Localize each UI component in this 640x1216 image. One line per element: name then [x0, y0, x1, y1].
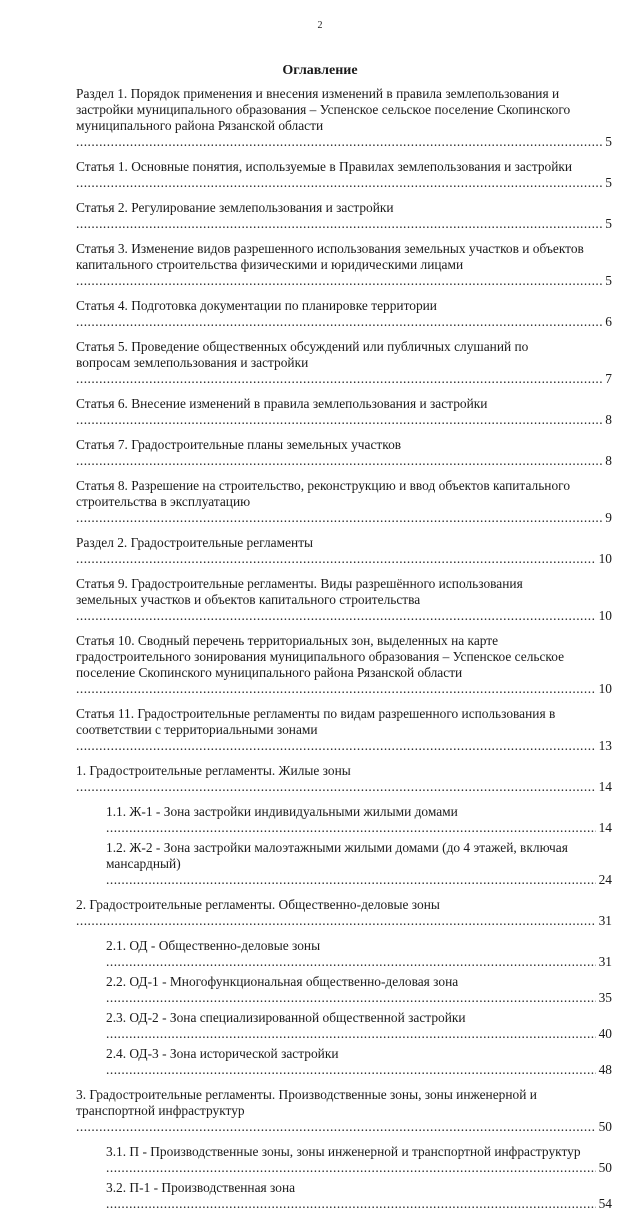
toc-entry-production-zones[interactable]: [76, 1087, 612, 1135]
toc-entry-text: 3. Градостроительные регламенты. Производственные зоны, зоны инженерной и транспортной инфраструктур: [76, 1087, 537, 1118]
toc-entry-text: 2.1. ОД - Общественно-деловые зоны: [106, 938, 321, 953]
table-of-contents: [76, 86, 612, 1216]
toc-entry-article-6[interactable]: [76, 396, 612, 428]
toc-entry-article-10[interactable]: [76, 633, 612, 697]
toc-entry-public-business-zones[interactable]: [76, 897, 612, 929]
toc-entry-page: 8: [602, 453, 612, 469]
toc-entry-text: Статья 5. Проведение общественных обсуждений или публичных слушаний по вопросам землепользования и застройки: [76, 339, 529, 370]
toc-entry-zone-zh-1[interactable]: [106, 804, 612, 836]
toc-entry-text: 1. Градостроительные регламенты. Жилые зоны: [76, 763, 351, 778]
toc-entry-text: Статья 11. Градостроительные регламенты по видам разрешенного использования в соответствии с территориальными зонами: [76, 706, 556, 737]
toc-entry-text: Раздел 2. Градостроительные регламенты: [76, 535, 314, 550]
toc-entry-page: 35: [596, 990, 612, 1006]
page-number: 2: [317, 20, 323, 31]
toc-entry-article-9[interactable]: [76, 576, 612, 624]
toc-entry-page: 13: [596, 738, 612, 754]
toc-entry-article-4[interactable]: [76, 298, 612, 330]
toc-entry-article-2[interactable]: [76, 200, 612, 232]
toc-entry-page: 14: [596, 779, 612, 795]
toc-entry-article-8[interactable]: [76, 478, 612, 526]
toc-entry-zone-od[interactable]: [106, 938, 612, 970]
toc-entry-zone-od-1[interactable]: [106, 974, 612, 1006]
toc-entry-page: 8: [602, 412, 612, 428]
toc-entry-page: 5: [602, 216, 612, 232]
toc-entry-page: 10: [596, 681, 612, 697]
toc-entry-page: 10: [596, 608, 612, 624]
toc-entry-text: Статья 1. Основные понятия, используемые в Правилах землепользования и застройки: [76, 159, 573, 174]
toc-entry-page: 14: [596, 820, 612, 836]
toc-entry-page: 50: [596, 1160, 612, 1176]
toc-entry-text: Статья 3. Изменение видов разрешенного использования земельных участков и объектов капитального строительства физическими и юридическими лицами: [76, 241, 584, 272]
toc-entry-page: 54: [596, 1196, 612, 1212]
toc-entry-page: 24: [596, 872, 612, 888]
toc-entry-text: 2.2. ОД-1 - Многофункциональная общественно-деловая зона: [106, 974, 459, 989]
toc-entry-text: 1.1. Ж-1 - Зона застройки индивидуальными жилыми домами: [106, 804, 458, 819]
toc-entry-zone-od-3[interactable]: [106, 1046, 612, 1078]
toc-entry-text: Статья 9. Градостроительные регламенты. Виды разрешённого использования земельных участков и объектов капитального строительства: [76, 576, 523, 607]
toc-entry-page: 9: [602, 510, 612, 526]
toc-entry-text: 3.2. П-1 - Производственная зона: [106, 1180, 296, 1195]
toc-entry-page: 50: [596, 1119, 612, 1135]
toc-entry-page: 7: [602, 371, 612, 387]
toc-entry-page: 40: [596, 1026, 612, 1042]
toc-entry-page: 5: [602, 175, 612, 191]
toc-entry-text: Статья 6. Внесение изменений в правила землепользования и застройки: [76, 396, 488, 411]
toc-entry-zone-p-1[interactable]: [106, 1180, 612, 1212]
toc-entry-text: 2. Градостроительные регламенты. Общественно-деловые зоны: [76, 897, 440, 912]
toc-entry-page: 31: [596, 913, 612, 929]
toc-entry-article-1[interactable]: [76, 159, 612, 191]
toc-entry-text: Статья 2. Регулирование землепользования и застройки: [76, 200, 394, 215]
toc-entry-page: 5: [602, 134, 612, 150]
toc-entry-text: Статья 7. Градостроительные планы земельных участков: [76, 437, 402, 452]
toc-entry-zone-p[interactable]: [106, 1144, 612, 1176]
toc-entry-residential-zones[interactable]: [76, 763, 612, 795]
toc-entry-page: 6: [602, 314, 612, 330]
toc-entry-text: 2.4. ОД-3 - Зона исторической застройки: [106, 1046, 339, 1061]
toc-entry-text: Статья 4. Подготовка документации по планировке территории: [76, 298, 437, 313]
toc-entry-text: Раздел 1. Порядок применения и внесения изменений в правила землепользования и застройки муниципального образования – Успенское сельское поселение Скопинского муниципального района Рязанской области: [76, 86, 571, 133]
toc-entry-page: 10: [596, 551, 612, 567]
toc-entry-zone-zh-2[interactable]: [106, 840, 612, 888]
toc-entry-text: 2.3. ОД-2 - Зона специализированной общественной застройки: [106, 1010, 466, 1025]
toc-entry-section-2[interactable]: [76, 535, 612, 567]
toc-entry-zone-od-2[interactable]: [106, 1010, 612, 1042]
toc-entry-article-11[interactable]: [76, 706, 612, 754]
toc-entry-page: 48: [596, 1062, 612, 1078]
toc-entry-page: 31: [596, 954, 612, 970]
toc-title: Оглавление: [282, 63, 358, 78]
toc-entry-text: Статья 8. Разрешение на строительство, реконструкцию и ввод объектов капитального строительства в эксплуатацию: [76, 478, 571, 509]
toc-entry-section-1[interactable]: [76, 86, 612, 150]
toc-entry-text: 1.2. Ж-2 - Зона застройки малоэтажными жилыми домами (до 4 этажей, включая мансардный): [106, 840, 568, 871]
toc-entry-text: Статья 10. Сводный перечень территориальных зон, выделенных на карте градостроительного зонирования муниципального образования – Успенское сельское поселение Скопинского муниципального района Рязанской области: [76, 633, 565, 680]
toc-entry-article-5[interactable]: [76, 339, 612, 387]
toc-entry-article-7[interactable]: [76, 437, 612, 469]
toc-entry-page: 5: [602, 273, 612, 289]
toc-entry-article-3[interactable]: [76, 241, 612, 289]
toc-entry-text: 3.1. П - Производственные зоны, зоны инженерной и транспортной инфраструктур: [106, 1144, 581, 1159]
